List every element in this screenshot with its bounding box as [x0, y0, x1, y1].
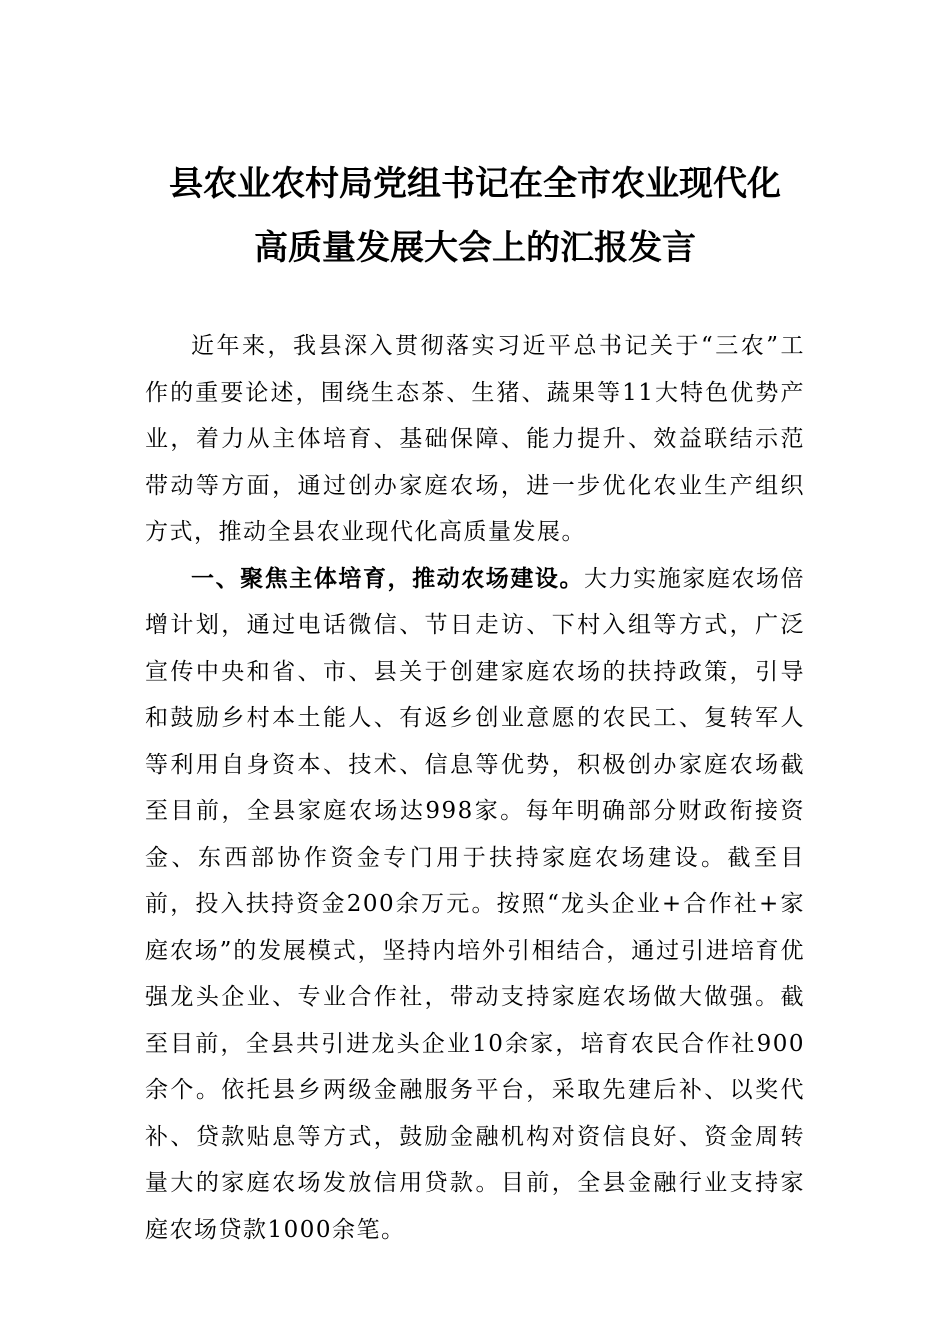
section-heading: 一、聚焦主体培育，推动农场建设。: [191, 565, 584, 592]
paragraph-text: 近年来，我县深入贯彻落实习近平总书记关于“三农”工作的重要论述，围绕生态茶、生猪、蔬果等11大特色优势产业，着力从主体培育、基础保障、能力提升、效益联结示范带动等方面，通过创办家庭农场，进一步优化农业生产组织方式，推动全县农业现代化高质量发展。: [145, 333, 805, 545]
title-line-1: 县农业农村局党组书记在全市农业现代化: [169, 164, 781, 204]
title-line-2: 高质量发展大会上的汇报发言: [254, 228, 696, 268]
paragraph-section-1: [145, 556, 805, 1254]
paragraph-text: 大力实施家庭农场倍增计划，通过电话微信、节日走访、下村入组等方式，广泛宣传中央和省、市、县关于创建家庭农场的扶持政策，引导和鼓励乡村本土能人、有返乡创业意愿的农民工、复转军人等利用自身资本、技术、信息等优势，积极创办家庭农场截至目前，全县家庭农场达998家。每年明确部分财政衔接资金、东西部协作资金专门用于扶持家庭农场建设。截至目前，投入扶持资金200余万元。按照“龙头企业+合作社+家庭农场”的发展模式，坚持内培外引相结合，通过引进培育优强龙头企业、专业合作社，带动支持家庭农场做大做强。截至目前，全县共引进龙头企业10余家，培育农民合作社900余个。依托县乡两级金融服务平台，采取先建后补、以奖代补、贷款贴息等方式，鼓励金融机构对资信良好、资金周转量大的家庭农场发放信用贷款。目前，全县金融行业支持家庭农场贷款1000余笔。: [145, 565, 805, 1243]
document-title: [130, 152, 820, 280]
paragraph-intro: [145, 323, 805, 556]
document-body: [145, 323, 805, 1253]
